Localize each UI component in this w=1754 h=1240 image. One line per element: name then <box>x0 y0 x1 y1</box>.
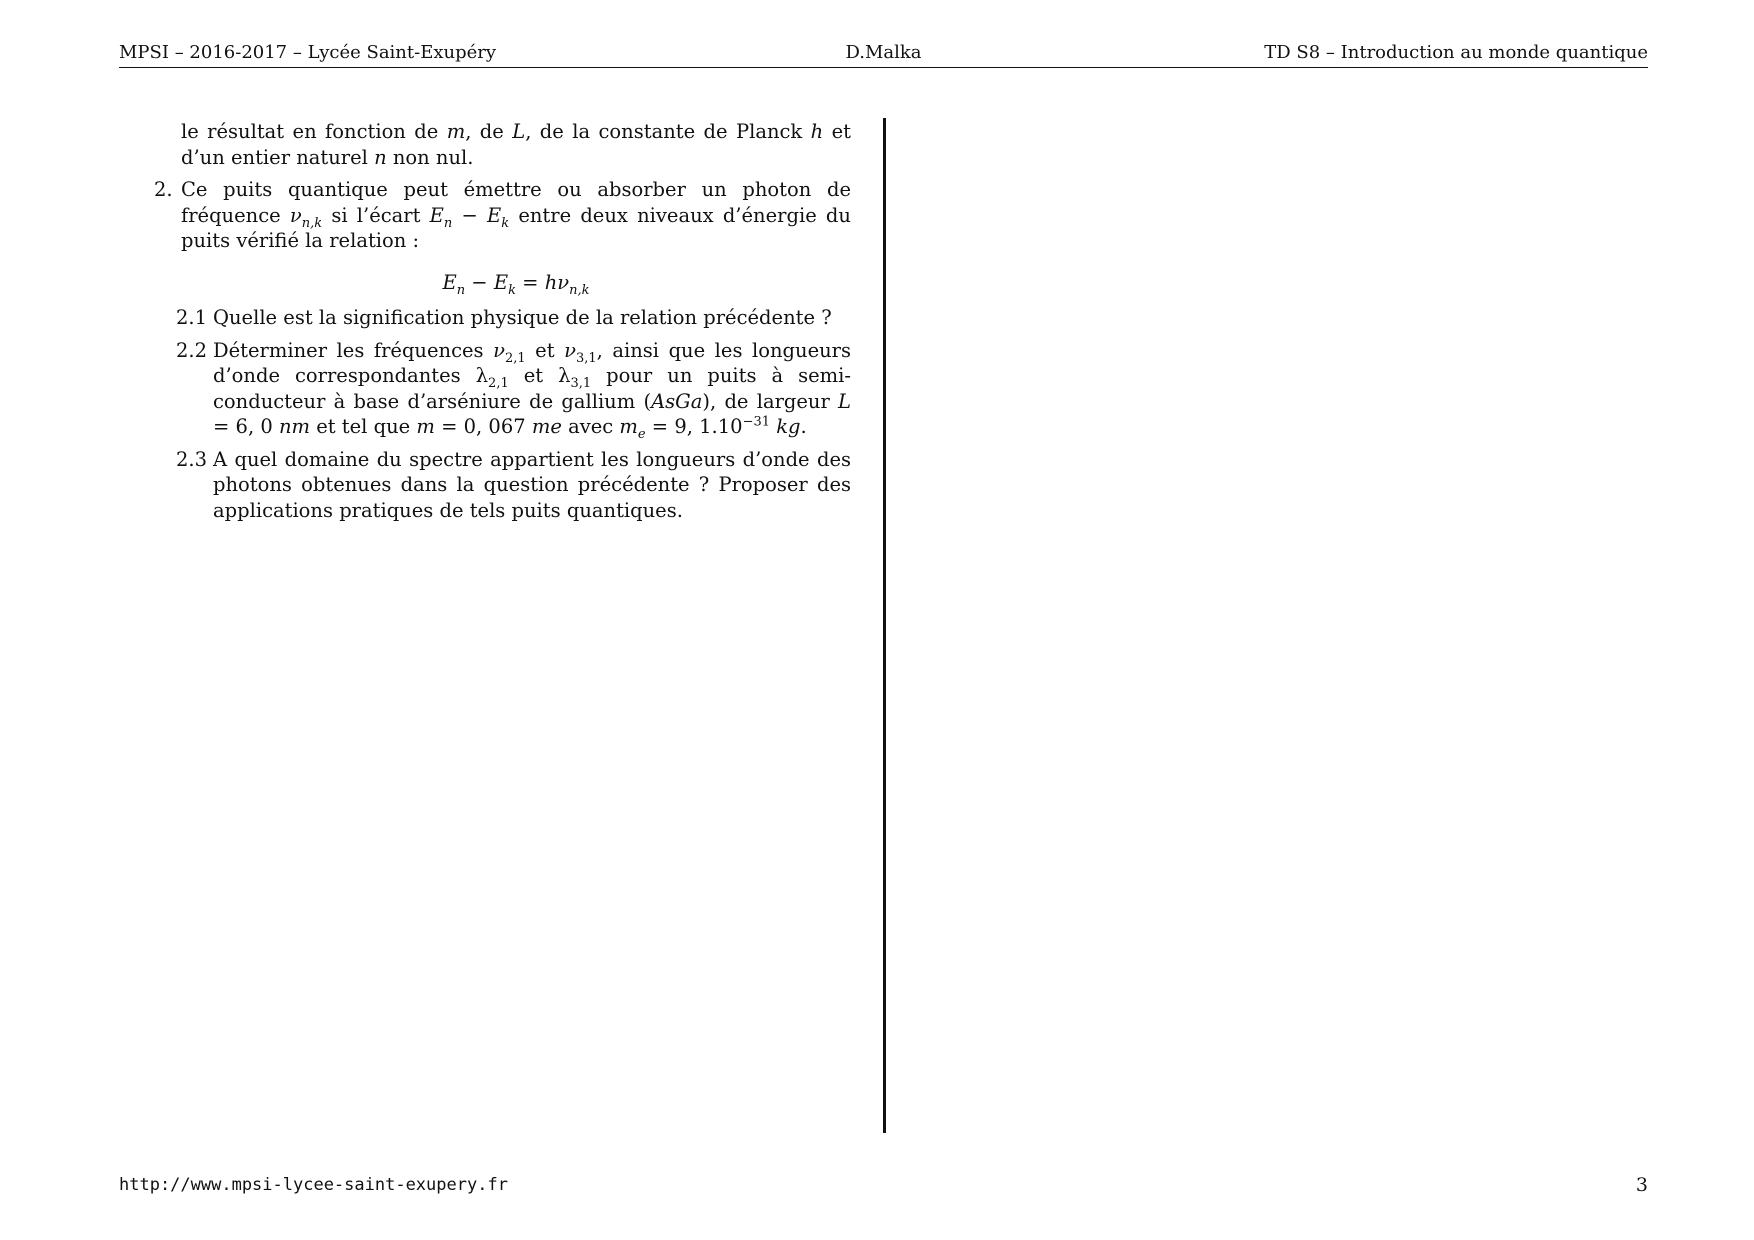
question-number: 2. <box>154 178 173 201</box>
question-number: 2.2 <box>176 338 208 362</box>
header-course: MPSI – 2016-2017 – Lycée Saint-Exupéry <box>119 42 497 63</box>
question-2-1: 2.1 Quelle est la signification physique de la relation précédente ? <box>176 306 832 329</box>
page-header <box>119 40 1648 68</box>
question-number: 2.3 <box>176 447 208 471</box>
page-number: 3 <box>1635 1174 1648 1196</box>
equation: $E_n - E_k = h\nu_{n,k}$ <box>442 270 590 298</box>
footer-url: http://www.mpsi-lycee-saint-exupery.fr <box>119 1175 508 1195</box>
header-title: TD S8 – Introduction au monde quantique <box>1264 42 1648 63</box>
question-2-3: 2.3 A quel domaine du spectre appartient les longueurs d’onde des photons obtenues dans la question précédente ? Proposer des applications pratiques de tels puits quantiques. <box>176 447 851 522</box>
left-column <box>154 119 852 523</box>
question-number: 2.1 <box>176 306 208 329</box>
paragraph-continuation: le résultat en fonction de m, de L, de la constante de Planck h et d’un entier naturel n non nul. <box>181 120 852 169</box>
question-2-2: 2.2 Déterminer les fréquences $\nu_{2,1}$ et $\nu_{3,1}$, ainsi que les longueurs d’onde correspondantes $\lambda_{2,1}$ et $\lambda_{3,1}$ pour un puits à semi-conducteur à base d’arséniure de gallium (AsGa), de largeur L = 6, 0 nm et tel que m = 0, 067 me avec $m_e = 9$, $1.10^{-31}$ kg. <box>176 338 852 442</box>
column-divider <box>883 118 886 1133</box>
question-2: 2. Ce puits quantique peut émettre ou absorber un photon de fréquence $\nu_{n,k}$ si l’écart $E_n - E_k$ entre deux niveaux d’énergie du puits vérifié la relation : <box>154 178 851 252</box>
header-author: D.Malka <box>845 42 922 63</box>
